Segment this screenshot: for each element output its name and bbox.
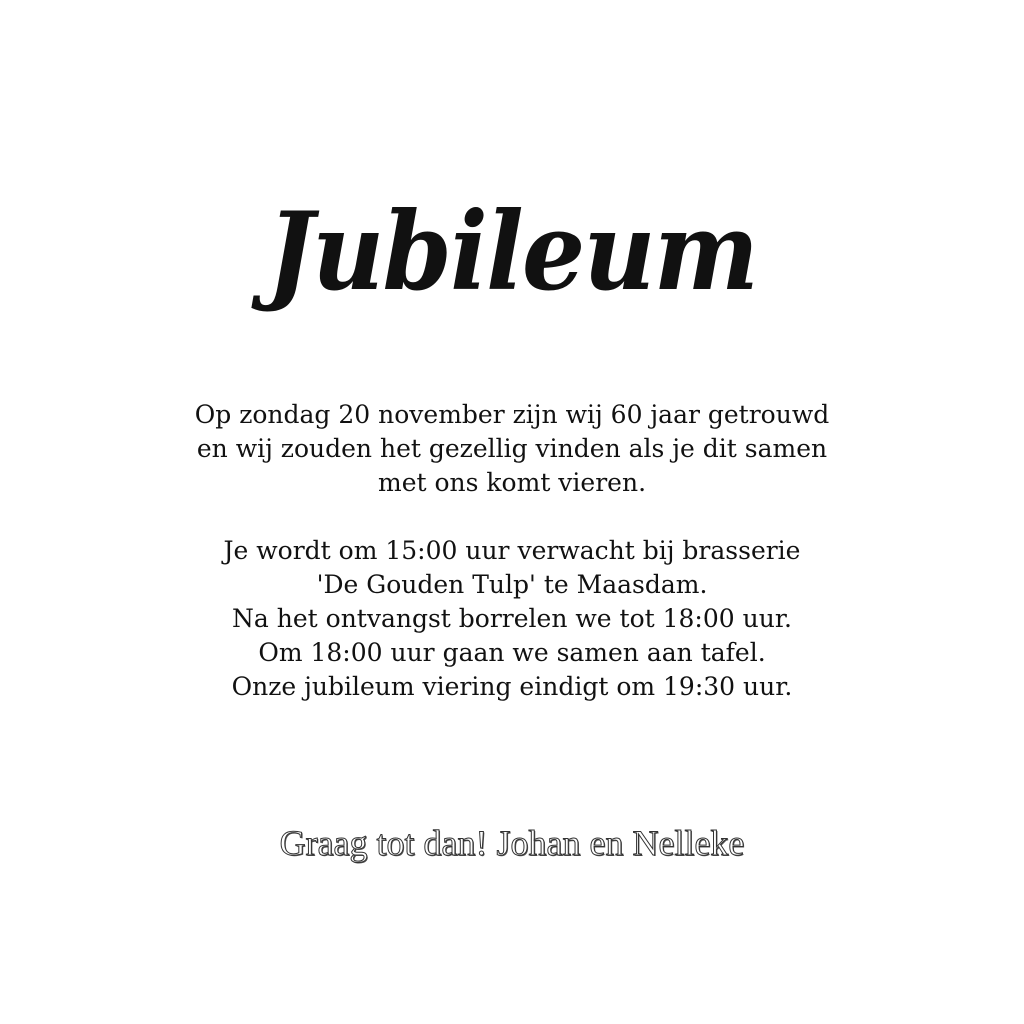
message-line: Op zondag 20 november zijn wij 60 jaar getrouwd [194, 400, 830, 429]
paragraph-details [0, 534, 1024, 704]
card-title: Jubileum [266, 189, 758, 315]
invitation-message [0, 398, 1024, 704]
message-line: met ons komt vieren. [377, 468, 647, 497]
paragraph-invitation [0, 398, 1024, 500]
message-line: Na het ontvangst borrelen we tot 18:00 uur. [232, 604, 792, 633]
message-line: en wij zouden het gezellig vinden als je dit samen [196, 434, 828, 463]
message-line: Om 18:00 uur gaan we samen aan tafel. [258, 638, 766, 667]
message-line: 'De Gouden Tulp' te Maasdam. [316, 570, 708, 599]
message-line: Onze jubileum viering eindigt om 19:30 uur. [231, 672, 793, 701]
closing-signature: Graag tot dan! Johan en Nelleke [279, 823, 745, 863]
message-line: Je wordt om 15:00 uur verwacht bij brasserie [223, 536, 801, 565]
